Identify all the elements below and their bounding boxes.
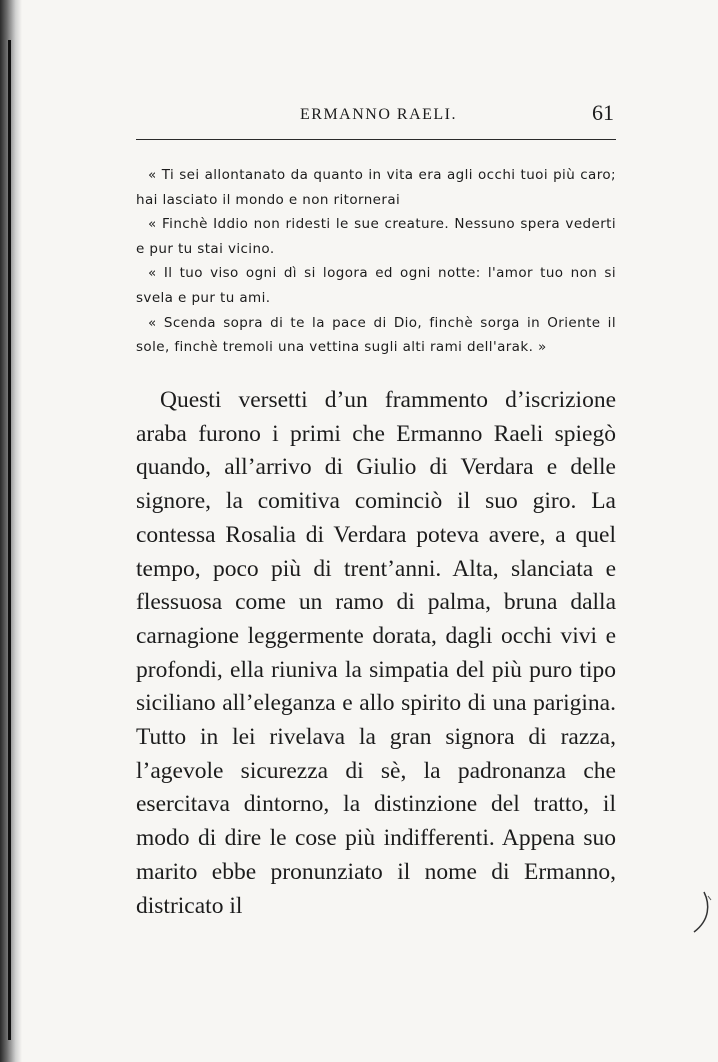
page-number: 61 bbox=[592, 100, 614, 125]
verse-1: « Ti sei allontanato da quanto in vita era agli occhi tuoi più caro; hai lasciato il mondo e non ritornerai bbox=[136, 167, 616, 208]
body-paragraph: Questi versetti d’un frammento d’iscrizione araba furono i primi che Ermanno Raeli spiegò quando, all’arrivo di Giulio di Verdara e delle signore, la comitiva cominciò il suo giro. La contessa Rosalia di Verdara poteva avere, a quel tempo, poco più di trent’anni. Alta, slanciata e flessuosa come un ramo di palma, bruna dalla carnagione leggermente dorata, dagli occhi vivi e profondi, ella riuniva la simpatia del più puro tipo siciliano all’eleganza e allo spirito di una parigina. Tutto in lei rivelava la gran signora di razza, l’agevole sicurezza di sè, la padronanza che esercitava dintorno, la distinzione del tratto, il modo di dire le cose più indifferenti. Appena suo marito ebbe pronunziato il nome di Ermanno, districato il bbox=[136, 387, 616, 919]
body-text bbox=[136, 384, 616, 923]
book-spine-shadow bbox=[0, 0, 22, 1062]
margin-mark bbox=[690, 890, 712, 936]
running-title: ERMANNO RAELI. bbox=[300, 106, 457, 123]
verse-3: « Il tuo viso ogni dì si logora ed ogni notte: l'amor tuo non si svela e pur tu ami. bbox=[136, 265, 616, 306]
inscription-verses bbox=[136, 163, 616, 360]
header-rule bbox=[136, 139, 616, 140]
book-gutter-line bbox=[8, 40, 11, 1040]
verse-4: « Scenda sopra di te la pace di Dio, finchè sorga in Oriente il sole, finchè tremoli una vettina sugli alti rami dell'arak. » bbox=[136, 314, 616, 356]
verse-2: « Finchè Iddio non ridesti le sue creature. Nessuno spera vederti e pur tu stai vicino. bbox=[136, 216, 616, 257]
page-header bbox=[136, 96, 616, 136]
